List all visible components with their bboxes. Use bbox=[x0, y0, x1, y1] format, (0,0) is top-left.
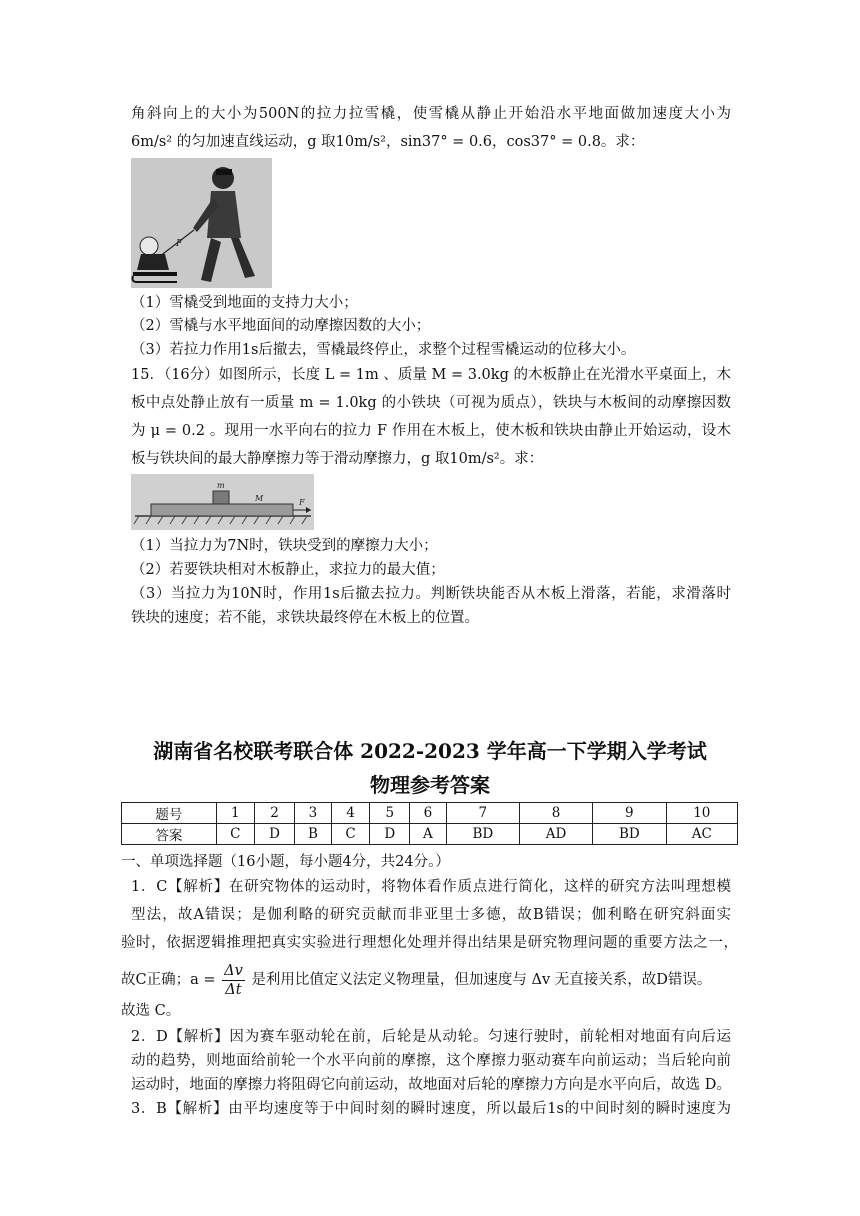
table-cell: AD bbox=[520, 824, 593, 845]
q15-sub-4: 铁块的速度；若不能，求铁块最终停在木板上的位置。 bbox=[131, 610, 479, 626]
force-label: F bbox=[299, 498, 305, 507]
q15-line-4: 板与铁块间的最大静摩擦力等于滑动摩擦力，g 取10m/s²。求： bbox=[131, 451, 544, 467]
row-label: 题号 bbox=[122, 803, 217, 824]
a1-line-5: 故选 C。 bbox=[121, 1003, 181, 1019]
table-cell: C bbox=[331, 824, 369, 845]
sled-illustration bbox=[131, 158, 272, 288]
row-label: 答案 bbox=[122, 824, 217, 845]
sled-figure bbox=[131, 158, 272, 288]
q14-line-1: 角斜向上的大小为500N的拉力拉雪橇，使雪橇从静止开始沿水平地面做加速度大小为 bbox=[131, 106, 731, 122]
board-label: M bbox=[255, 494, 264, 503]
fraction-numerator: Δv bbox=[224, 962, 243, 979]
answer-subtitle: 物理参考答案 bbox=[370, 773, 490, 797]
a3-line-1: 3．B【解析】由平均速度等于中间时刻的瞬时速度，所以最后1s的中间时刻的瞬时速度为 bbox=[131, 1101, 731, 1117]
a2-line-1: 2．D【解析】因为赛车驱动轮在前，后轮是从动轮。匀速行驶时，前轮相对地面有向后运 bbox=[131, 1029, 731, 1045]
table-cell: C bbox=[216, 824, 254, 845]
delta-fraction bbox=[222, 962, 245, 999]
q14-sub-2: （2）雪橇与水平地面间的动摩擦因数的大小； bbox=[131, 318, 431, 334]
svg-text:F: F bbox=[176, 239, 183, 249]
q15-sub-3: （3）当拉力为10N时，作用1s后撤去拉力。判断铁块能否从木板上滑落，若能，求滑落时 bbox=[131, 586, 731, 602]
board-figure bbox=[131, 474, 314, 530]
q15-line-1: 15．（16分）如图所示，长度 L = 1m 、质量 M = 3.0kg 的木板静止在光滑水平桌面上，木 bbox=[131, 367, 731, 383]
table-cell: 9 bbox=[593, 803, 667, 824]
q15-sub-1: （1）当拉力为7N时，铁块受到的摩擦力大小； bbox=[131, 538, 438, 554]
a1-line-4 bbox=[121, 960, 738, 1000]
answer-table bbox=[121, 802, 738, 845]
table-cell: 6 bbox=[410, 803, 446, 824]
q15-line-3: 为 μ = 0.2 。现用一水平向右的拉力 F 作用在木板上，使木板和铁块由静止开始运动，设木 bbox=[131, 423, 731, 439]
a1-line-4-pre: 故C正确；a = bbox=[121, 972, 216, 988]
block-label: m bbox=[217, 481, 225, 490]
a1-line-1: 1．C【解析】在研究物体的运动时，将物体看作质点进行简化，这样的研究方法叫理想模 bbox=[131, 879, 731, 895]
table-cell: 2 bbox=[255, 803, 295, 824]
fraction-denominator: Δt bbox=[225, 981, 242, 998]
table-cell: 5 bbox=[370, 803, 410, 824]
q14-line-2: 6m/s² 的匀加速直线运动，g 取10m/s²，sin37° = 0.6，cos37° = 0.8。求： bbox=[131, 134, 645, 150]
a1-line-3: 验时，依据逻辑推理把真实实验进行理想化处理并得出结果是研究物理问题的重要方法之一， bbox=[121, 935, 738, 951]
table-cell: B bbox=[294, 824, 331, 845]
a1-line-2: 型法，故A错误；是伽利略的研究贡献而非亚里士多德，故B错误；伽利略在研究斜面实 bbox=[131, 907, 731, 923]
table-row-answers bbox=[122, 824, 738, 845]
table-cell: 4 bbox=[331, 803, 369, 824]
table-cell: D bbox=[370, 824, 410, 845]
table-cell: 10 bbox=[666, 803, 737, 824]
q14-sub-1: （1）雪橇受到地面的支持力大小； bbox=[131, 295, 358, 311]
answer-title: 湖南省名校联考联合体 2022-2023 学年高一下学期入学考试 bbox=[153, 739, 707, 763]
table-row-numbers bbox=[122, 803, 738, 824]
a2-line-3: 运动时，地面的摩擦力将阻碍它向前运动，故地面对后轮的摩擦力方向是水平向后，故选 D。 bbox=[131, 1077, 731, 1093]
table-cell: 1 bbox=[216, 803, 254, 824]
table-cell: D bbox=[255, 824, 295, 845]
q15-sub-2: （2）若要铁块相对木板静止，求拉力的最大值； bbox=[131, 562, 445, 578]
table-cell: 3 bbox=[294, 803, 331, 824]
q15-line-2: 板中点处静止放有一质量 m = 1.0kg 的小铁块（可视为质点），铁块与木板间的动摩擦因数 bbox=[131, 395, 731, 411]
a2-line-2: 动的趋势，则地面给前轮一个水平向前的摩擦，这个摩擦力驱动赛车向前运动；当后轮向前 bbox=[131, 1053, 731, 1069]
table-cell: 8 bbox=[520, 803, 593, 824]
board-illustration bbox=[131, 474, 314, 530]
table-cell: BD bbox=[446, 824, 520, 845]
table-cell: BD bbox=[593, 824, 667, 845]
table-cell: AC bbox=[666, 824, 737, 845]
table-cell: 7 bbox=[446, 803, 520, 824]
section-heading: 一、单项选择题（16小题，每小题4分，共24分。） bbox=[121, 854, 450, 870]
table-cell: A bbox=[410, 824, 446, 845]
a1-line-4-post: 是利用比值定义法定义物理量，但加速度与 Δv 无直接关系，故D错误。 bbox=[251, 972, 712, 988]
q14-sub-3: （3）若拉力作用1s后撤去，雪橇最终停止，求整个过程雪橇运动的位移大小。 bbox=[131, 342, 636, 358]
